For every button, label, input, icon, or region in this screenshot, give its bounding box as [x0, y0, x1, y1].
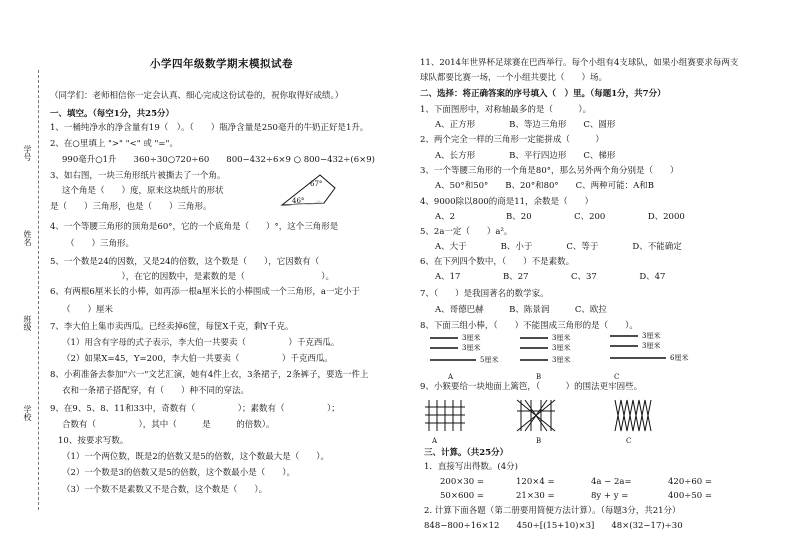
notice: （同学们：老师相信你一定会认真、细心完成这份试卷的，祝你取得好成绩。） — [50, 91, 344, 101]
left-line: 1、一桶纯净水的净含量有19（ ）。（ ）瓶净含量是250毫升的牛奶正好是1升。 — [50, 123, 369, 133]
right-line: A、17 B、27 C、37 D、47 — [435, 272, 666, 282]
right-line: 2、两个完全一样的三角形一定能拼成（ ） — [420, 135, 604, 145]
right-line: 球队都要比赛一场，一个小组共要比（ ）场。 — [420, 73, 608, 83]
option-label: A — [448, 373, 454, 381]
option-label: C — [626, 437, 632, 445]
option-label: A — [432, 437, 438, 445]
left-line: 990毫升○1升 360÷30○720÷60 800−432÷6×9 ○ 800−432÷(6×9) — [62, 155, 376, 165]
right-line: 二、选择：将正确答案的序号填入（ ）里。（每题1分，共7分） — [420, 89, 666, 99]
left-line: 3、如右图，一块三角形纸片被撕去了一个角。 — [50, 171, 226, 181]
right-line: A、大于 B、小于 C、等于 D、不能确定 — [435, 242, 682, 252]
right-line: A、长方形 B、平行四边形 C、梯形 — [435, 151, 616, 161]
right-line: 3、一个等腰三角形的一个角是80°，那么另外两个角分别是（ ） — [420, 166, 679, 176]
right-line: 4、9000除以800的商是11，余数是（ ） — [420, 197, 594, 207]
left-line: 5、一个数是24的因数，又是24的倍数，这个数是（ ），它因数有（ — [50, 257, 354, 267]
right-line: 2. 计算下面各题（第二册要用简便方法计算）。（每题3分，共21分） — [424, 506, 681, 516]
calc-item: 200×30 = — [440, 477, 484, 487]
stick-label: 5厘米 — [480, 356, 499, 364]
left-line: 一、填空。（每空1分，共25分） — [50, 109, 174, 119]
right-line: A、2 B、20 C、200 D、2000 — [435, 212, 685, 222]
right-line: 11、2014年世界杯足球赛在巴西举行。每个小组有4支球队，如果小组赛要求每两支 — [420, 58, 739, 68]
calc-item: 21×30 = — [516, 491, 555, 501]
calc-item: 4a − 2a= — [591, 477, 632, 487]
side-label-class: 班级 — [23, 315, 32, 331]
left-line: （ ）厘米 — [62, 305, 114, 315]
binding-dashed-line — [38, 70, 39, 510]
angle-label: 67° — [310, 180, 323, 188]
option-label: B — [536, 437, 542, 445]
right-line: 1、下面图形中，对称轴最多的是（ ）。 — [420, 105, 592, 115]
calc-item: 50×600 = — [440, 491, 484, 501]
left-line: 6、有两根6厘米长的小棒，如再添一根a厘米长的小棒围成一个三角形，a一定小于 — [50, 287, 360, 297]
right-line: A、正方形 B、等边三角形 C、圆形 — [435, 120, 616, 130]
side-label-name: 姓名 — [23, 230, 32, 246]
right-line: 三、计算。（共25分） — [424, 448, 509, 458]
angle-label: 46° — [292, 197, 305, 205]
page-title: 小学四年级数学期末模拟试卷 — [150, 58, 293, 70]
right-line: A、50°和50° B、20°和80° C、两种可能：A和B — [435, 181, 655, 191]
option-label: C — [614, 373, 620, 381]
side-label-school: 学校 — [23, 405, 32, 421]
stick-label: 3厘米 — [552, 356, 571, 364]
left-line: （2）如果X=45，Y=200，李大伯一共要卖（ ）千克西瓜。 — [62, 354, 333, 364]
left-line: 4、一个等腰三角形的顶角是60°，它的一个底角是（ ）°，这个三角形是 — [50, 222, 339, 232]
right-line: A、哥德巴赫 B、陈景润 C、欧拉 — [435, 305, 607, 315]
right-line: 848−800÷16×12 450÷[(15+10)×3] 48×(32−17)÷30 — [424, 521, 683, 531]
left-line: （3）一个数不是素数又不是合数，这个数是（ ）。 — [62, 485, 268, 495]
left-line: 8、小莉准备去参加"六一"文艺汇演，她有4件上衣，3条裙子，2条裤子，要选一件上 — [50, 370, 369, 380]
right-line: 1．直接写出得数。(4分) — [424, 462, 518, 472]
left-line: ），在它的因数中，是素数的是（ ）。 — [62, 272, 335, 282]
left-line: 合数有（ ），其中（ 是 的倍数）。 — [62, 420, 275, 430]
fence-figure — [425, 397, 675, 435]
left-line: （1）一个两位数，既是2的倍数又是5的倍数，这个数最大是（ ）。 — [62, 452, 329, 462]
right-line: 9、小猴要给一块地面上篱笆，（ ）的围法更牢固些。 — [420, 382, 643, 392]
left-line: 2、在○里填上 ">" "<" 或 "="。 — [50, 139, 178, 149]
right-line: 5、2a一定（ ）a²。 — [420, 227, 513, 237]
torn-triangle-figure — [280, 172, 340, 210]
stick-label: 3厘米 — [462, 344, 481, 352]
left-line: 这个角是（ ）度，原来这块纸片的形状 — [62, 186, 224, 196]
calc-item: 420÷60 = — [668, 477, 712, 487]
calc-item: 400÷50 = — [668, 491, 712, 501]
calc-item: 120×4 = — [516, 477, 555, 487]
stick-label: 3厘米 — [642, 342, 661, 350]
right-line: 8、下面三组小棒，（ ）不能围成三角形的是（ ）。 — [420, 321, 638, 331]
calc-item: 8y + y = — [591, 491, 629, 501]
stick-label: 3厘米 — [642, 332, 661, 340]
side-label-student-id: 学号 — [23, 145, 32, 161]
left-line: 9、在9、5、8、11和33中，奇数有（ ）；素数有（ ）； — [50, 404, 340, 414]
stick-label: 3厘米 — [552, 334, 571, 342]
left-line: 衣和一条裙子搭配穿，有（ ）种不同的穿法。 — [62, 386, 250, 396]
option-label: B — [536, 373, 542, 381]
right-line: 7、（ ）是我国著名的数学家。 — [420, 289, 549, 299]
left-line: 7、李大伯上集市卖西瓜。已经卖掉6筐，每筐X千克，剩Y千克。 — [50, 322, 294, 332]
left-line: 是（ ）三角形，也是（ ）三角形。 — [50, 202, 212, 212]
right-line: 6、在下列四个数中，（ ）不是素数。 — [420, 257, 575, 267]
left-line: （2）一个数是3的倍数又是5的倍数，这个数最小是（ ）。 — [62, 468, 295, 478]
left-line: （1）用含有字母的式子表示，李大伯一共要卖（ ）千克西瓜。 — [62, 338, 340, 348]
stick-label: 3厘米 — [552, 344, 571, 352]
left-line: （ ）三角形。 — [66, 239, 135, 249]
stick-label: 6厘米 — [670, 354, 689, 362]
left-line: 10、按要求写数。 — [58, 436, 129, 446]
stick-label: 3厘米 — [462, 334, 481, 342]
